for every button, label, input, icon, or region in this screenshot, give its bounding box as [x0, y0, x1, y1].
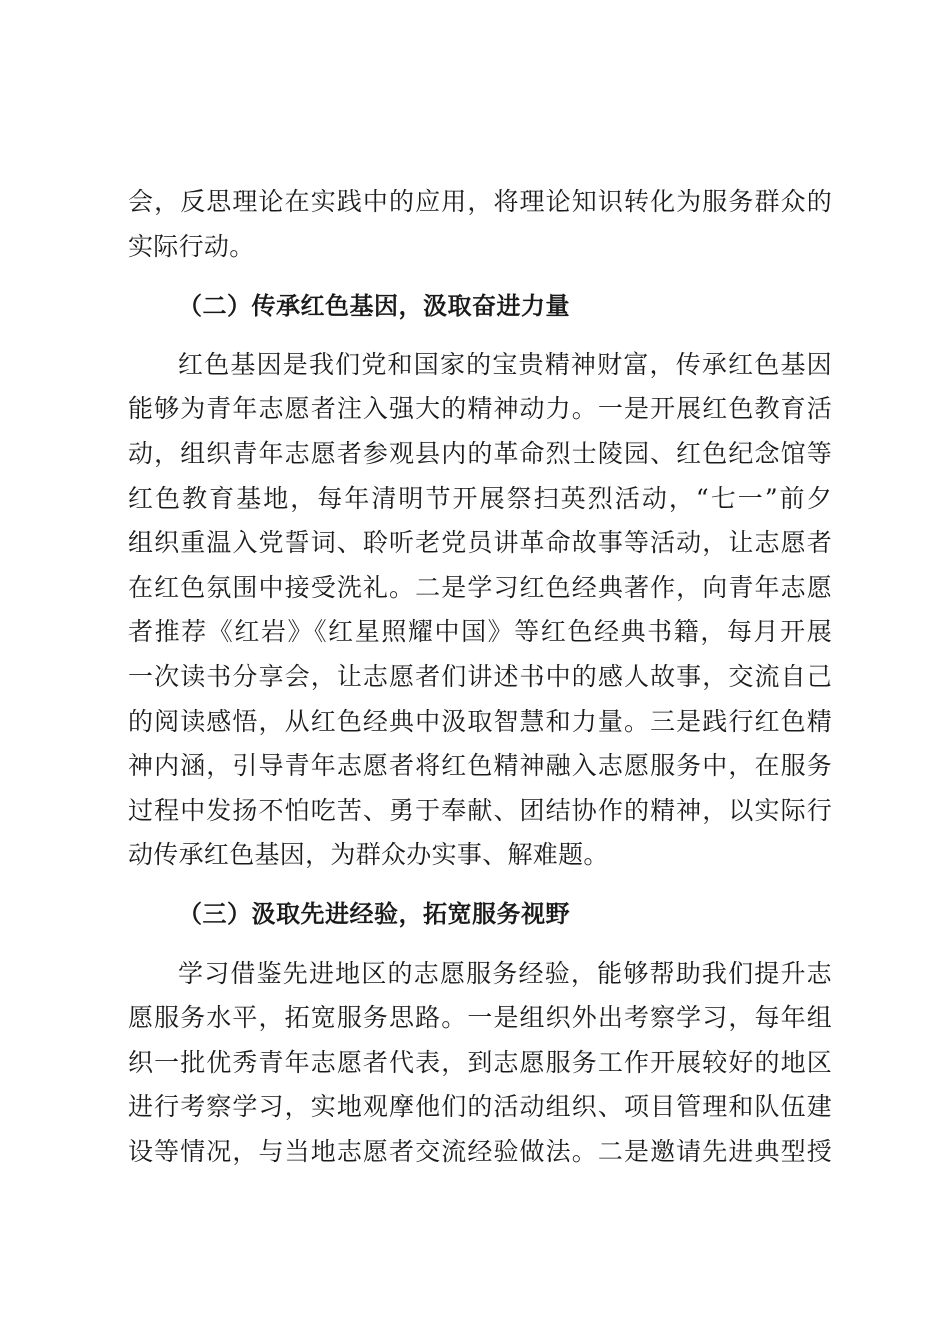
- paragraph-line: 神内涵，引导青年志愿者将红色精神融入志愿服务中，在服务: [128, 751, 832, 781]
- paragraph-line: 实际行动。: [128, 231, 255, 261]
- paragraph-line: 一次读书分享会，让志愿者们讲述书中的感人故事，交流自己: [128, 661, 832, 691]
- paragraph-continued: [128, 180, 832, 269]
- spacer: [128, 937, 832, 952]
- paragraph-line: 的阅读感悟，从红色经典中汲取智慧和力量。三是践行红色精: [128, 706, 832, 736]
- section-heading-3: （三）汲取先进经验，拓宽服务视野: [178, 900, 570, 929]
- paragraph-line: 红色基因是我们党和国家的宝贵精神财富，传承红色基因: [178, 349, 832, 379]
- paragraph-line: 织一批优秀青年志愿者代表，到志愿服务工作开展较好的地区: [128, 1047, 832, 1077]
- spacer: [128, 269, 832, 284]
- paragraph-line: 者推荐《红岩》《红星照耀中国》等红色经典书籍，每月开展: [128, 617, 832, 647]
- paragraph-line: 动传承红色基因，为群众办实事、解难题。: [128, 840, 609, 870]
- paragraph-line: 红色教育基地，每年清明节开展祭扫英烈活动，“七一”前夕: [128, 483, 832, 513]
- spacer: [128, 328, 832, 343]
- paragraph-line: 组织重温入党誓词、聆听老党员讲革命故事等活动，让志愿者: [128, 528, 832, 558]
- paragraph-line: 愿服务水平，拓宽服务思路。一是组织外出考察学习，每年组: [128, 1003, 832, 1033]
- spacer: [128, 878, 832, 893]
- paragraph-line: 设等情况，与当地志愿者交流经验做法。二是邀请先进典型授: [128, 1136, 832, 1166]
- paragraph-line: 进行考察学习，实地观摩他们的活动组织、项目管理和队伍建: [128, 1092, 832, 1122]
- paragraph-line: 会，反思理论在实践中的应用，将理论知识转化为服务群众的: [128, 187, 832, 216]
- paragraph-advanced-experience: [128, 952, 832, 1175]
- paragraph-red-gene: [128, 343, 832, 878]
- paragraph-line: 在红色氛围中接受洗礼。二是学习红色经典著作，向青年志愿: [128, 572, 832, 602]
- document-page: [128, 180, 832, 1174]
- paragraph-line: 能够为青年志愿者注入强大的精神动力。一是开展红色教育活: [128, 394, 832, 424]
- paragraph-line: 过程中发扬不怕吃苦、勇于奉献、团结协作的精神，以实际行: [128, 795, 832, 825]
- paragraph-line: 学习借鉴先进地区的志愿服务经验，能够帮助我们提升志: [178, 958, 832, 988]
- paragraph-line: 动，组织青年志愿者参观县内的革命烈士陵园、红色纪念馆等: [128, 438, 832, 468]
- section-heading-2: （二）传承红色基因，汲取奋进力量: [178, 291, 570, 320]
